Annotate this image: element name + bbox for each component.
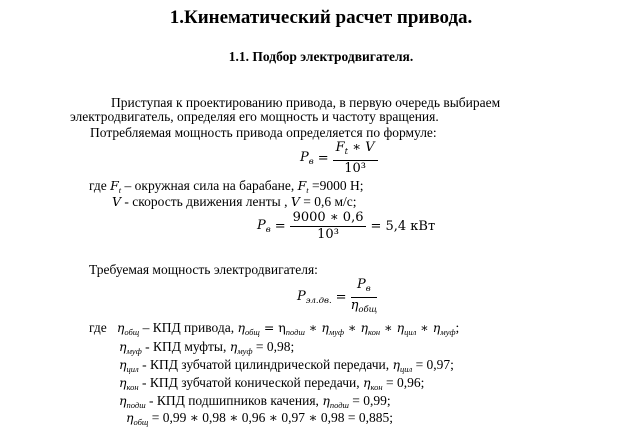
formula-required-power: $P_{эл.дв.}$ = $\frac{P_в}{\eta_{общ}}$: [297, 277, 378, 315]
intro-line-1: Приступая к проектированию привода, в первую очередь выбираем: [111, 95, 501, 110]
efficiency-total-line: где $\eta_{общ}$ – КПД привода, $\eta_{общ} = \eta_{подш}$ ∗ $\eta_{муф}$ ∗ $\eta_{кон}$ ∗ $\eta_{цил}$ ∗ $\eta_{муф}$;: [89, 320, 460, 337]
efficiency-cylindrical: $\eta_{цил}$ - КПД зубчатой цилиндрической передачи, $\eta_{цил} = 0,97$;: [119, 357, 454, 374]
where-ft: где $F_t$ – окружная сила на барабане, $F_t =9000$ Н;: [89, 178, 364, 195]
where-v: V - скорость движения ленты , V = 0,6 м/с;: [112, 194, 357, 209]
efficiency-coupling: $\eta_{муф}$ - КПД муфты, $\eta_{муф} = 0,98$;: [119, 339, 295, 356]
efficiency-conical: $\eta_{кон}$ - КПД зубчатой конической передачи, $\eta_{кон} = 0,96$;: [119, 375, 425, 392]
section-title: 1.1. Подбор электродвигателя.: [228, 49, 414, 64]
page-title: 1.Кинематический расчет привода.: [169, 7, 473, 28]
formula-power: $P_в$ = $\frac{F_t ∗ V}{\text{10³}}$: [300, 140, 378, 177]
power-intro: Потребляемая мощность привода определяется по формуле:: [90, 125, 437, 140]
efficiency-total-calc: $\eta_{общ} = 0,99$ ∗ 0,98 ∗ 0,96 ∗ 0,97 ∗ 0,98 = 0,885;: [126, 410, 394, 427]
formula-power-calc: $P_в$ = $\frac{9000 ∗ 0,6}{\text{10³}}$ = 5,4 кВт: [257, 210, 436, 242]
intro-line-2: электродвигатель, определяя его мощность и частоту вращения.: [70, 109, 439, 124]
efficiency-bearings: $\eta_{подш}$ - КПД подшипников качения, $\eta_{подш} = 0,99$;: [119, 393, 391, 410]
required-intro: Требуемая мощность электродвигателя:: [89, 262, 318, 277]
